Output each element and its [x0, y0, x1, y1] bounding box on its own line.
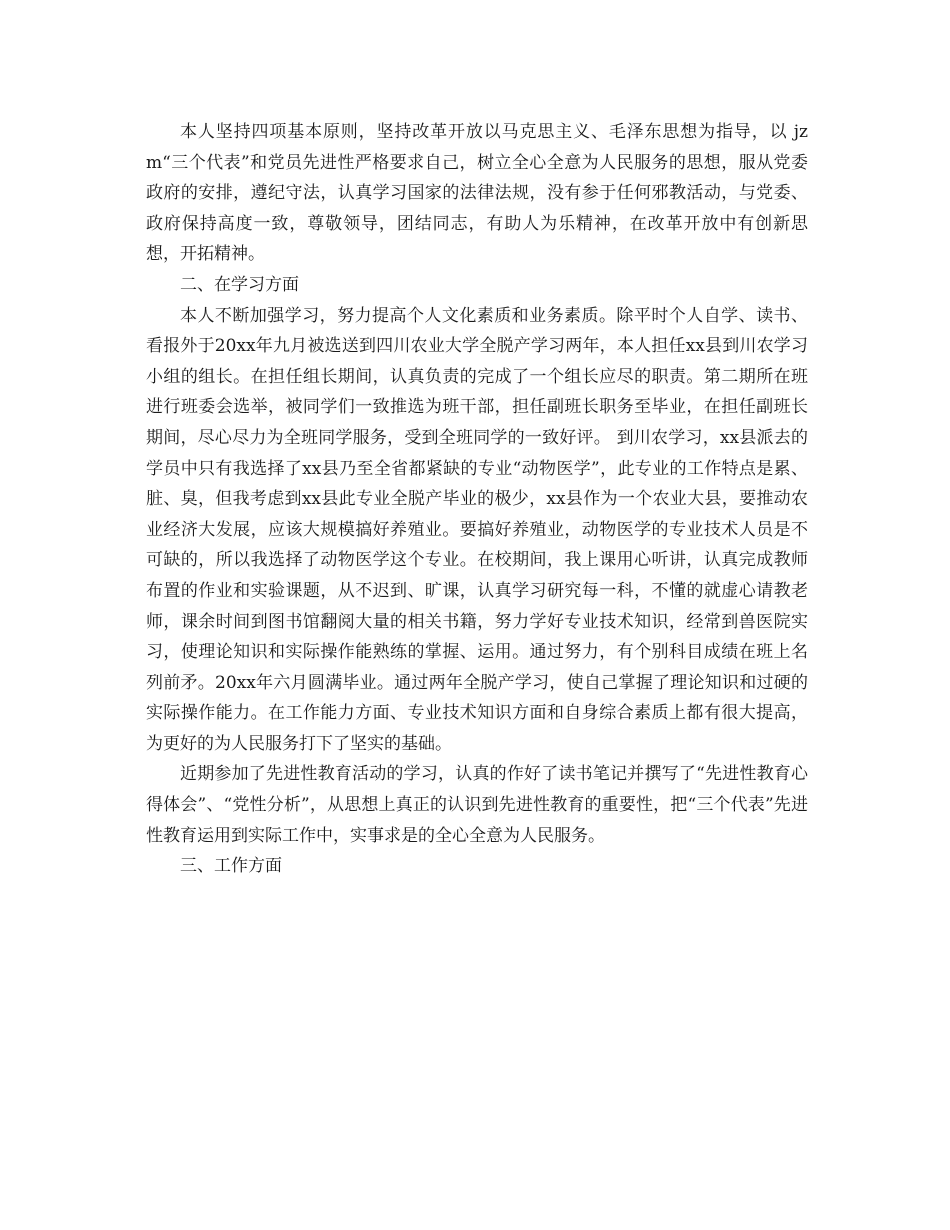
section-heading-study: 二、在学习方面 [180, 274, 299, 295]
section-heading-work: 三、工作方面 [180, 856, 282, 877]
document-page [146, 117, 808, 882]
paragraph-principles: 本人坚持四项基本原则，坚持改革开放以马克思主义、毛泽东思想为指导，以 jzm“三个代表”和党员先进性严格要求自己，树立全心全意为人民服务的思想，服从党委政府的安排，遵纪守法，认真学习国家的法律法规，没有参于任何邪教活动，与党委、政府保持高度一致，尊敬领导，团结同志，有助人为乐精神，在改革开放中有创新思想，开拓精神。 [146, 122, 808, 265]
paragraph-education: 近期参加了先进性教育活动的学习，认真的作好了读书笔记并撰写了“先进性教育心得体会”、“党性分析”，从思想上真正的认识到先进性教育的重要性，把“三个代表”先进性教育运用到实际工作中，实事求是的全心全意为人民服务。 [146, 764, 808, 846]
paragraph-study: 本人不断加强学习，努力提高个人文化素质和业务素质。除平时个人自学、读书、看报外于20xx年九月被选送到四川农业大学全脱产学习两年，本人担任xx县到川农学习小组的组长。在担任组长期间，认真负责的完成了一个组长应尽的职责。第二期所在班进行班委会选举，被同学们一致推选为班干部，担任副班长职务至毕业，在担任副班长期间，尽心尽力为全班同学服务，受到全班同学的一致好评。 到川农学习，xx县派去的学员中只有我选择了xx县乃至全省都紧缺的专业“动物医学”，此专业的工作特点是累、脏、臭，但我考虑到xx县此专业全脱产毕业的极少，xx县作为一个农业大县，要推动农业经济大发展，应该大规模搞好养殖业。要搞好养殖业，动物医学的专业技术人员是不可缺的，所以我选择了动物医学这个专业。在校期间，我上课用心听讲，认真完成教师布置的作业和实验课题，从不迟到、旷课，认真学习研究每一科，不懂的就虚心请教老师，课余时间到图书馆翻阅大量的相关书籍，努力学好专业技术知识，经常到兽医院实习，使理论知识和实际操作能熟练的掌握、运用。通过努力，有个别科目成绩在班上名列前矛。20xx年六月圆满毕业。通过两年全脱产学习，使自己掌握了理论知识和过硬的实际操作能力。在工作能力方面、专业技术知识方面和自身综合素质上都有很大提高，为更好的为人民服务打下了坚实的基础。 [146, 305, 808, 754]
